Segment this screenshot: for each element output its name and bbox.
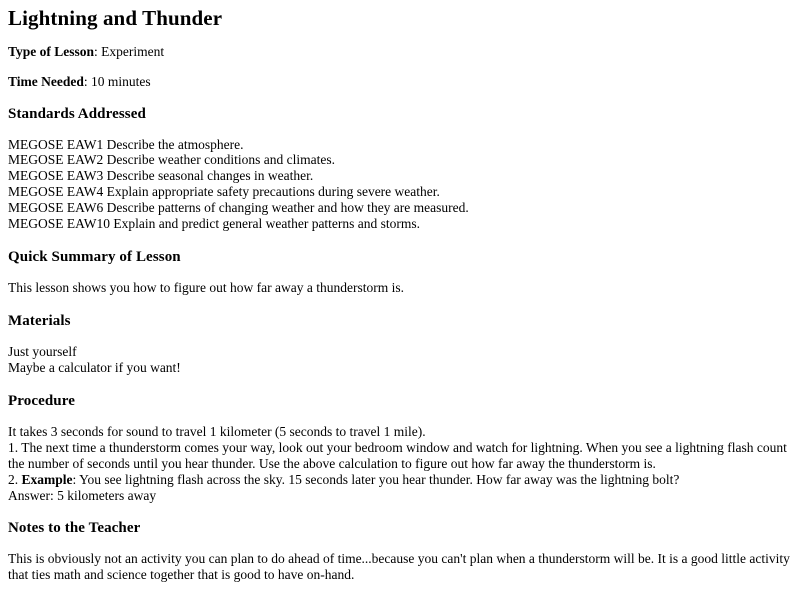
standard-item: MEGOSE EAW1 Describe the atmosphere. [8,136,244,152]
standard-item: MEGOSE EAW3 Describe seasonal changes in weather. [8,168,314,184]
standard-item: MEGOSE EAW6 Describe patterns of changing weather and how they are measured. [8,200,469,216]
time-needed-label: Time Needed [8,74,84,90]
procedure-step-one: 1. The next time a thunderstorm comes your way, look out your bedroom window and watch for lightning. When you see a lightning flash count the number of seconds until you hear thunder. Use the above calculation to figure out how far away the thunderstorm is. [8,439,787,471]
lesson-type-value: : Experiment [94,44,165,60]
materials-list [8,344,792,376]
lesson-type-label: Type of Lesson [8,44,95,60]
material-item: Maybe a calculator if you want! [8,359,181,375]
material-item: Just yourself [8,343,77,359]
standards-list [8,137,792,233]
time-needed-value: : 10 minutes [83,74,151,90]
procedure-heading: Procedure [8,392,75,409]
standard-item: MEGOSE EAW2 Describe weather conditions and climates. [8,152,335,168]
page-title: Lightning and Thunder [8,6,223,30]
lesson-type-line [8,44,792,60]
standard-item: MEGOSE EAW10 Explain and predict general weather patterns and storms. [8,216,421,232]
notes-body [8,551,792,583]
summary-heading: Quick Summary of Lesson [8,249,181,266]
procedure-intro: It takes 3 seconds for sound to travel 1 kilometer (5 seconds to travel 1 mile). [8,423,426,439]
step-two-text: : You see lightning flash across the sky. 15 seconds later you hear thunder. How far away was the lightning bolt? [72,471,680,487]
notes-heading: Notes to the Teacher [8,520,141,537]
step-two-label: Example [21,471,73,487]
procedure-body [8,424,792,504]
standard-item: MEGOSE EAW4 Explain appropriate safety precautions during severe weather. [8,184,440,200]
procedure-answer: Answer: 5 kilometers away [8,487,157,503]
standards-heading: Standards Addressed [8,105,146,122]
notes-text: This is obviously not an activity you can plan to do ahead of time...because you can't plan when a thunderstorm will be. It is a good little activity that ties math and science together that is good to have on-hand. [8,551,790,583]
procedure-step-two [8,472,792,488]
time-needed-line [8,74,792,90]
summary-body [8,280,792,296]
summary-text: This lesson shows you how to figure out how far away a thunderstorm is. [8,280,404,296]
step-two-number: 2. [8,471,22,487]
materials-heading: Materials [8,312,71,329]
